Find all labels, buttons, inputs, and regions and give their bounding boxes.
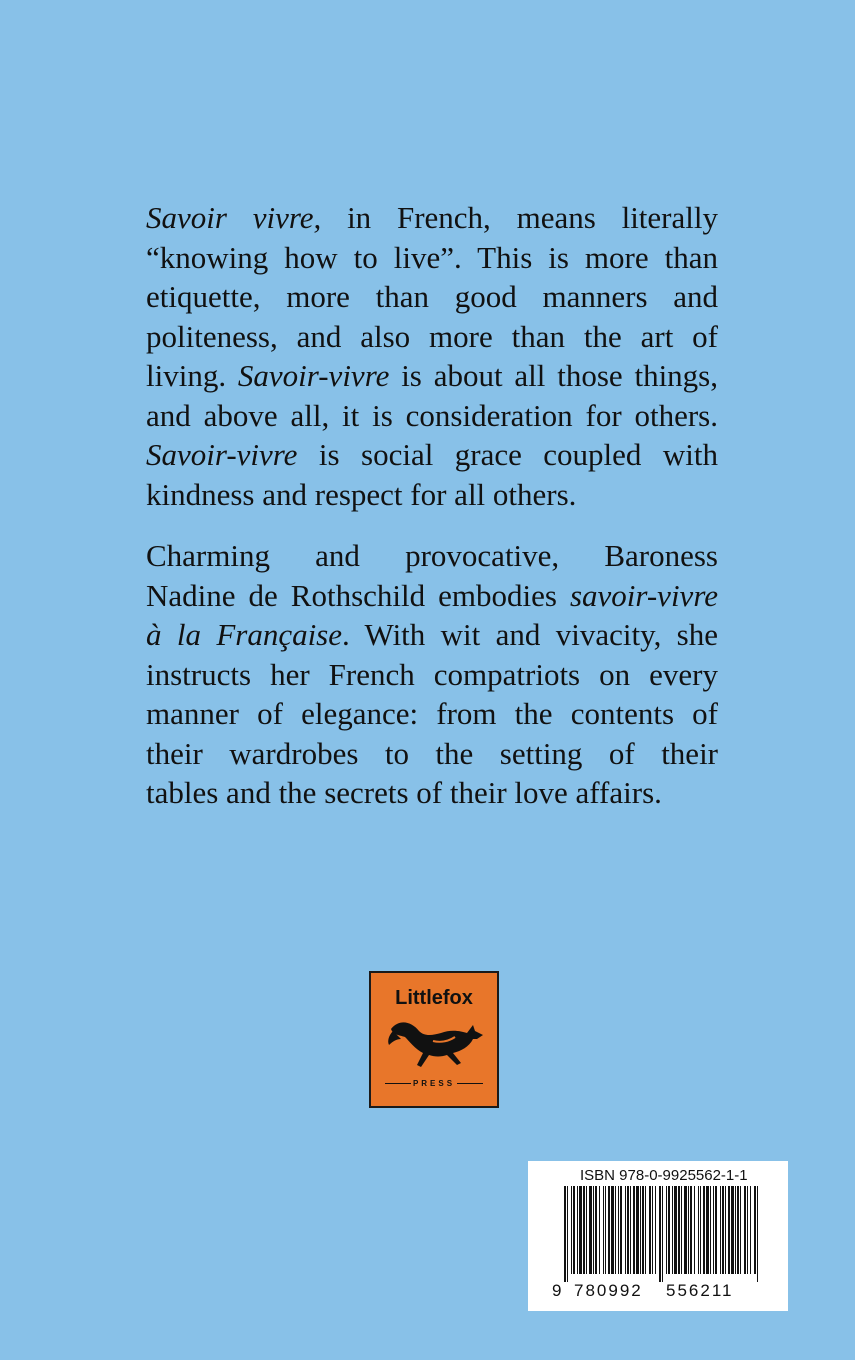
- barcode-bar: [725, 1186, 726, 1274]
- barcode-leading-digit: 9: [552, 1281, 562, 1300]
- barcode-bar: [750, 1186, 751, 1274]
- barcode-bar: [737, 1186, 739, 1274]
- barcode-bar: [645, 1186, 646, 1274]
- barcode-bar: [618, 1186, 619, 1274]
- text-run: politeness, and also more than the art of: [146, 318, 718, 354]
- text-line: [146, 317, 718, 357]
- barcode-bar: [583, 1186, 585, 1274]
- barcode-bar: [678, 1186, 680, 1274]
- fox-icon: [385, 1011, 487, 1075]
- barcode-bar: [710, 1186, 711, 1274]
- barcode-bar: [586, 1186, 587, 1274]
- text-run: . With wit and vivacity, she: [342, 617, 718, 652]
- text-run: is social grace coupled with: [297, 437, 718, 472]
- barcode-bar: [571, 1186, 572, 1274]
- barcode-bar: [611, 1186, 614, 1274]
- barcode-bar: [700, 1186, 701, 1274]
- barcode-bar: [706, 1186, 709, 1274]
- barcode-bar: [579, 1186, 582, 1274]
- text-line: [146, 536, 718, 576]
- blurb-paragraph-1: [146, 198, 718, 514]
- text-line: [146, 615, 718, 655]
- text-run: Nadine de Rothschild embodies: [146, 577, 570, 613]
- publisher-logo: [369, 971, 499, 1108]
- text-line: [146, 576, 718, 616]
- press-rule-right: [457, 1083, 483, 1084]
- italic-term: Savoir-vivre: [146, 437, 298, 472]
- publisher-imprint: PRESS: [412, 1079, 456, 1088]
- barcode-bar: [659, 1186, 661, 1282]
- text-run: “knowing how to live”. This is more than: [146, 239, 718, 275]
- italic-term: savoir-vivre: [569, 577, 718, 613]
- text-line: [146, 356, 718, 396]
- isbn-label: ISBN 978-0-9925562-1-1: [580, 1167, 748, 1184]
- barcode-bar: [620, 1186, 622, 1274]
- text-run: in French, means literally: [321, 200, 718, 235]
- barcode-left-digits: 780992: [574, 1281, 643, 1300]
- barcode-bar: [603, 1186, 604, 1274]
- barcode-bar: [636, 1186, 639, 1274]
- barcode-bar: [674, 1186, 677, 1274]
- text-line: [146, 773, 718, 813]
- barcode-bar: [630, 1186, 631, 1274]
- text-run: Charming and provocative, Baroness: [146, 538, 718, 573]
- barcode-bar: [662, 1186, 663, 1282]
- italic-term: Savoir-vivre: [237, 358, 390, 393]
- barcode-bar: [595, 1186, 597, 1274]
- text-run: kindness and respect for all others.: [146, 476, 577, 512]
- text-line: [146, 198, 718, 238]
- barcode-bar: [605, 1186, 606, 1274]
- barcode-bar: [720, 1186, 721, 1274]
- barcode-bar: [757, 1186, 758, 1282]
- barcode-bar: [593, 1186, 594, 1274]
- text-run: manner of elegance: from the contents of: [146, 696, 718, 731]
- text-line: [146, 238, 718, 278]
- text-run: tables and the secrets of their love affairs.: [146, 775, 662, 810]
- text-run: their wardrobes to the setting of their: [146, 735, 718, 771]
- barcode-bar: [633, 1186, 635, 1274]
- barcode-bar: [681, 1186, 682, 1274]
- barcode-bar: [640, 1186, 641, 1274]
- barcode-bar: [703, 1186, 705, 1274]
- barcode-bar: [754, 1186, 756, 1274]
- isbn-barcode: [528, 1161, 788, 1311]
- barcode-bar: [672, 1186, 673, 1274]
- barcode-bar: [625, 1186, 626, 1274]
- text-line: [146, 435, 718, 475]
- barcode-right-digits: 556211: [666, 1281, 734, 1300]
- barcode-bar: [698, 1186, 699, 1274]
- barcode-bar: [694, 1186, 695, 1274]
- barcode-bar: [688, 1186, 689, 1274]
- barcode-bar: [731, 1186, 734, 1274]
- text-line: [146, 734, 718, 774]
- barcode-bar: [564, 1186, 566, 1282]
- barcode-bar: [655, 1186, 656, 1274]
- text-run: is about all those things,: [389, 358, 718, 393]
- barcode-bar: [642, 1186, 644, 1274]
- text-run: and above all, it is consideration for others.: [146, 397, 718, 433]
- barcode-bar: [713, 1186, 714, 1274]
- italic-term: Savoir vivre,: [146, 200, 322, 235]
- text-run: etiquette, more than good manners and: [146, 279, 718, 314]
- publisher-name: Littlefox: [395, 987, 473, 1009]
- barcode-bars: [564, 1186, 764, 1282]
- barcode-bar: [567, 1186, 568, 1282]
- barcode-bar: [668, 1186, 670, 1274]
- barcode-bar: [652, 1186, 653, 1274]
- barcode-bar: [627, 1186, 629, 1274]
- barcode-bar: [573, 1186, 575, 1274]
- barcode-bar: [589, 1186, 592, 1274]
- barcode-bar: [599, 1186, 600, 1274]
- text-line: [146, 655, 718, 695]
- barcode-bar: [577, 1186, 578, 1274]
- italic-term: à la Française: [146, 617, 343, 652]
- text-line: [146, 277, 718, 317]
- barcode-bar: [666, 1186, 667, 1274]
- barcode-bar: [722, 1186, 724, 1274]
- text-line: [146, 475, 718, 515]
- blurb-paragraph-2: [146, 536, 718, 813]
- barcode-bar: [615, 1186, 616, 1274]
- text-line: [146, 396, 718, 436]
- barcode-bar: [747, 1186, 748, 1274]
- text-line: [146, 694, 718, 734]
- barcode-bar: [684, 1186, 687, 1274]
- barcode-bar: [649, 1186, 651, 1274]
- barcode-bar: [715, 1186, 717, 1274]
- barcode-bar: [744, 1186, 746, 1274]
- barcode-bar: [728, 1186, 730, 1274]
- barcode-bar: [608, 1186, 610, 1274]
- barcode-bar: [735, 1186, 736, 1274]
- text-run: living.: [146, 358, 238, 393]
- barcode-bar: [740, 1186, 741, 1274]
- barcode-bar: [690, 1186, 692, 1274]
- text-run: instructs her French compatriots on every: [146, 656, 718, 692]
